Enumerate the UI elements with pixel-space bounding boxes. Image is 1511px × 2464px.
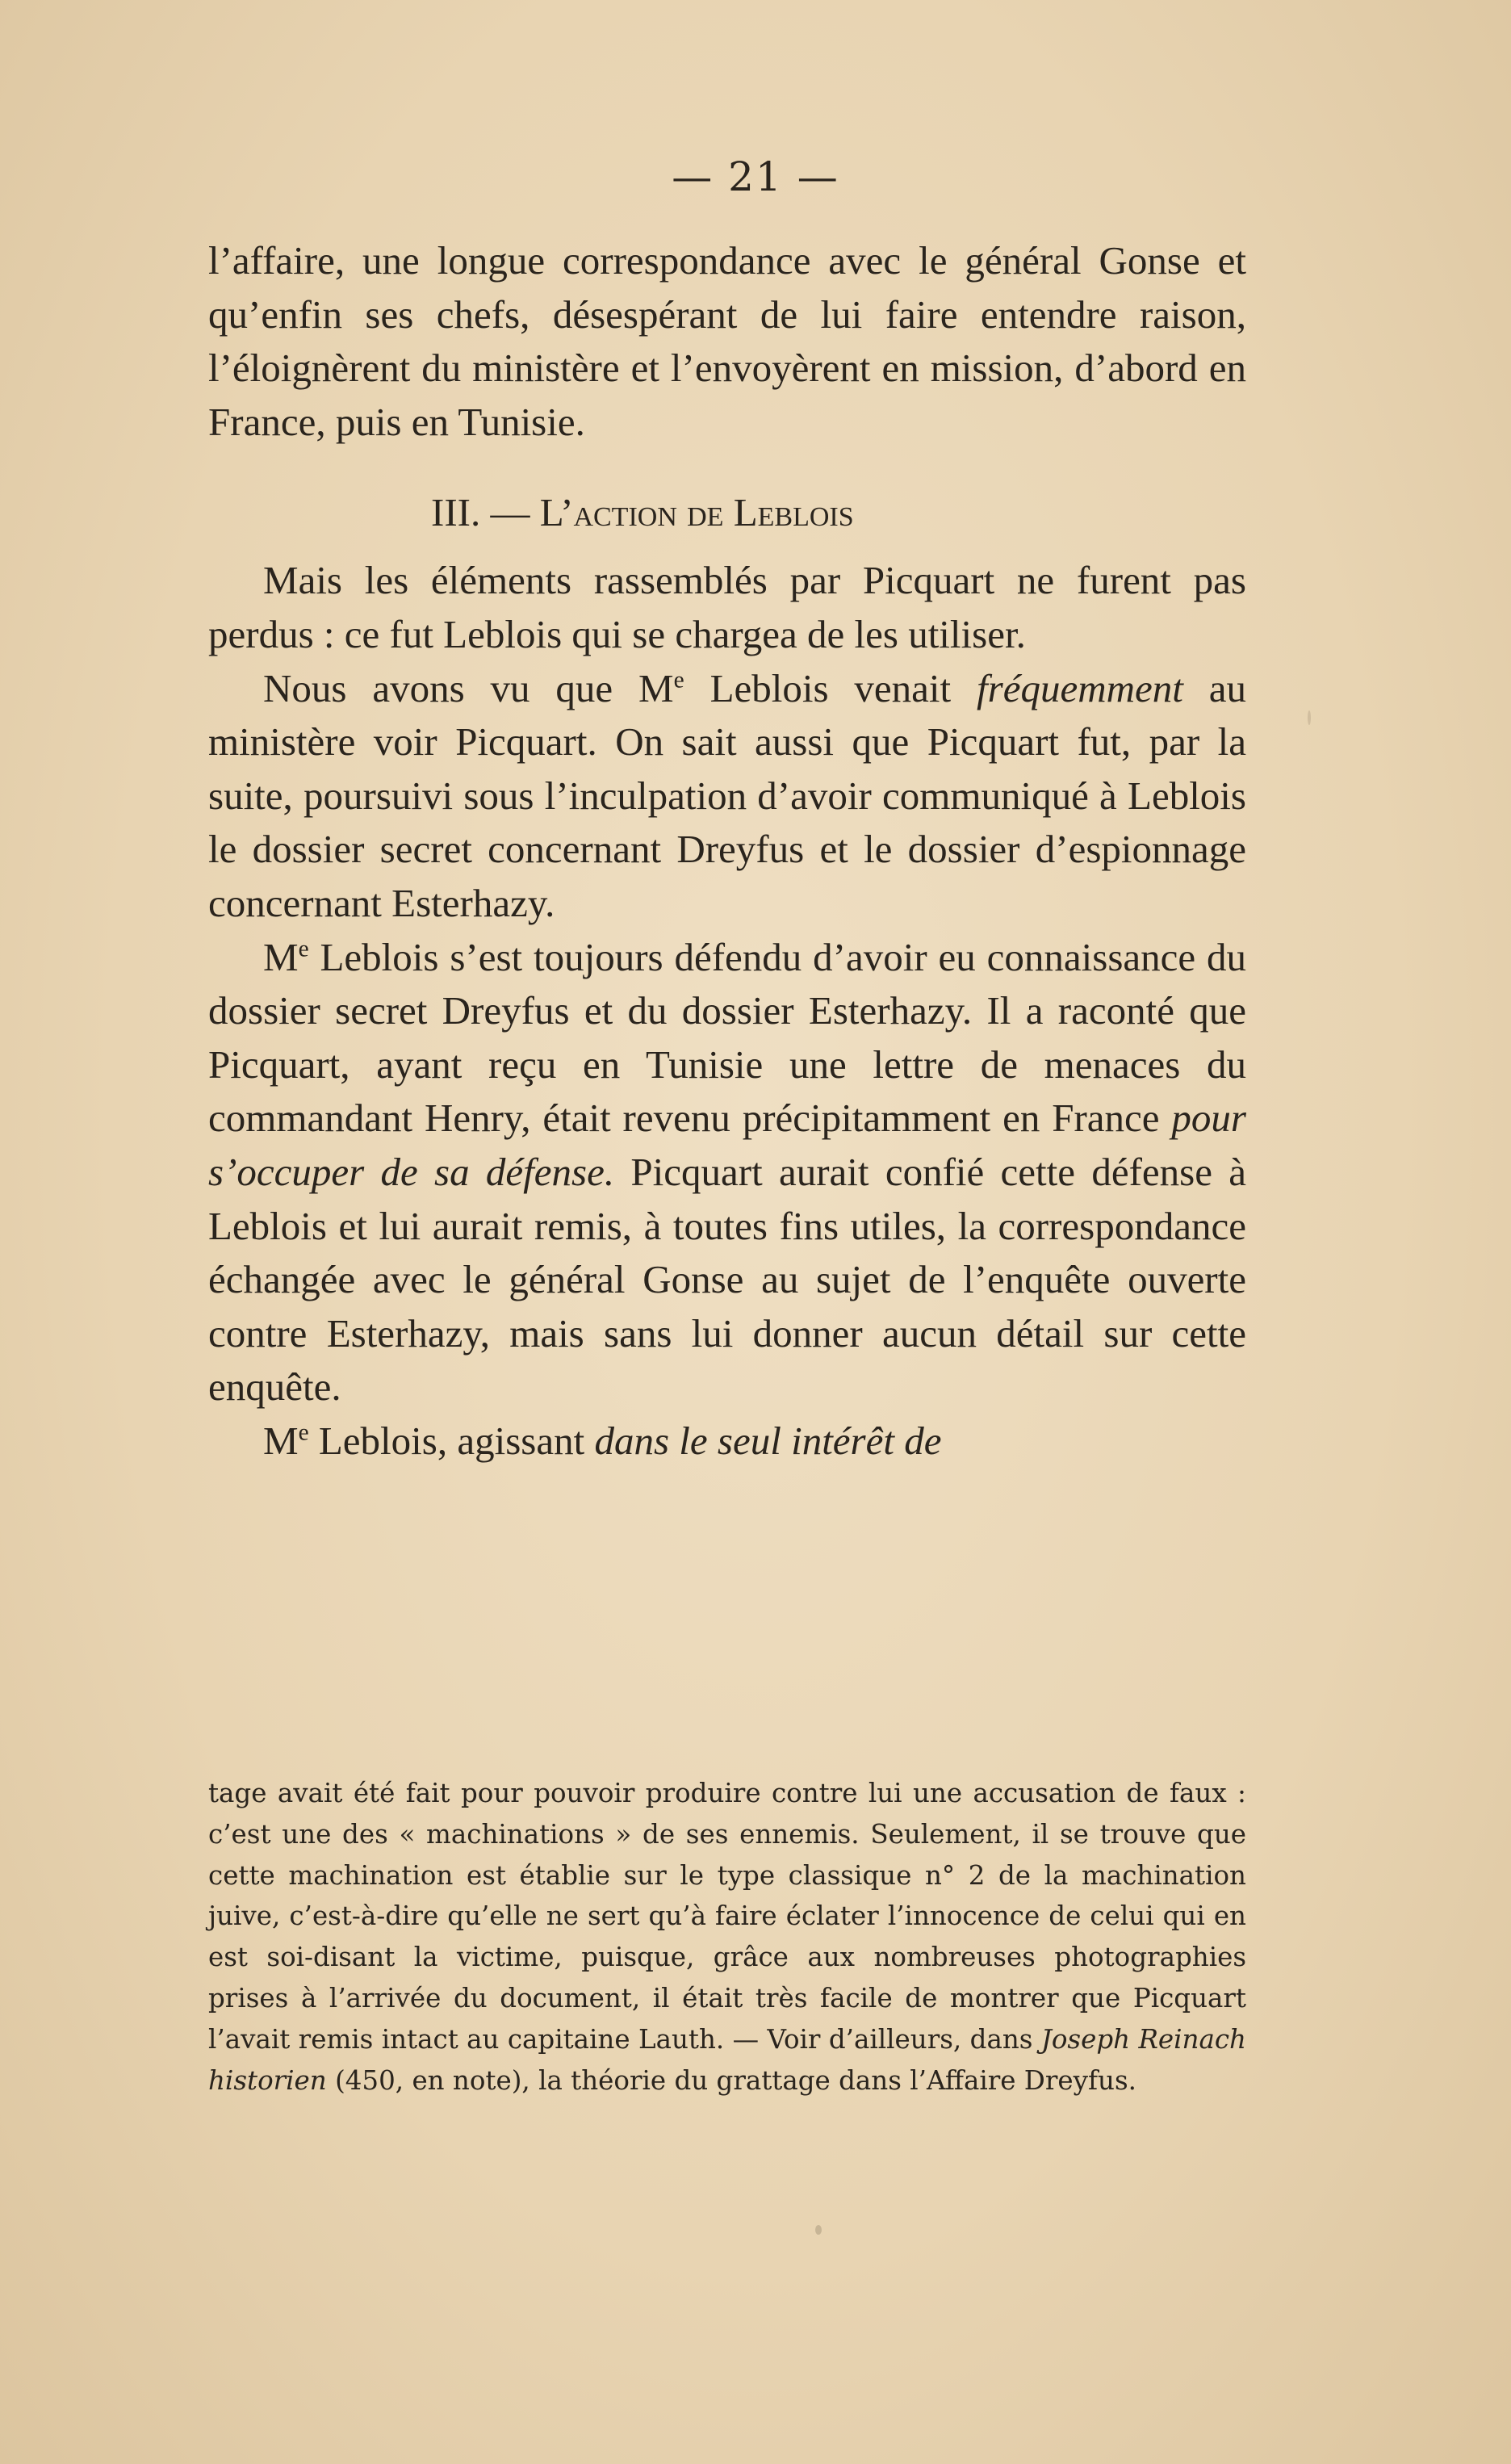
page-number: — 21 — [672,153,839,200]
main-text [208,234,1246,1468]
paragraph-4: Me Leblois s’est toujours défendu d’avoir eu connaissance du dossier secret Dreyfus et du dossier Esterhazy. Il a raconté que Picquart, ayant reçu en Tunisie une lettre de menaces du commandant Henry, était revenu précipitamment en France pour s’occuper de sa défense. Picquart aurait confié cette défense à Leblois et lui aurait remis, à toutes fins utiles, la correspondance échangée avec le général Gonse au sujet de l’enquête ouverte contre Esterhazy, mais sans lui donner aucun détail sur cette enquête. [208,934,1246,1410]
paragraph-1: l’affaire, une longue correspondance avec le général Gonse et qu’enfin ses chefs, désespérant de lui faire entendre raison, l’éloignèrent du ministère et l’envoyèrent en mission, d’abord en France, puis en Tunisie. [208,238,1246,444]
paper-speck [815,2225,822,2235]
section-heading: III. — L’action de Leblois [431,490,854,535]
paper-speck [1308,710,1311,725]
footnote: tage avait été fait pour pouvoir produire contre lui une accusation de faux : c’est une des « machinations » de ses ennemis. Seulement, il se trouve que cette machination est établie sur le type classique n° 2 de la machination juive, c’est-à-dire qu’elle ne sert qu’à faire éclater l’innocence de celui qui en est soi-disant la victime, puisque, grâce aux nombreuses photographies prises à l’arrivée du document, il était très facile de montrer que Picquart l’avait remis intact au capitaine Lauth. — Voir d’ailleurs, dans Joseph Reinach historien (450, en note), la théorie du grattage dans l’Affaire Dreyfus. [208,1778,1246,2096]
paragraph-2: Mais les éléments rassemblés par Picquart ne furent pas perdus : ce fut Leblois qui se chargea de les utiliser. [208,558,1246,656]
paragraph-3: Nous avons vu que Me Leblois venait fréquemment au ministère voir Picquart. On sait aussi que Picquart fut, par la suite, poursuivi sous l’inculpation d’avoir communiqué à Leblois le dossier secret concernant Dreyfus et le dossier d’espionnage concernant Esterhazy. [208,665,1247,925]
paragraph-5: Me Leblois, agissant dans le seul intérêt de [263,1418,942,1463]
